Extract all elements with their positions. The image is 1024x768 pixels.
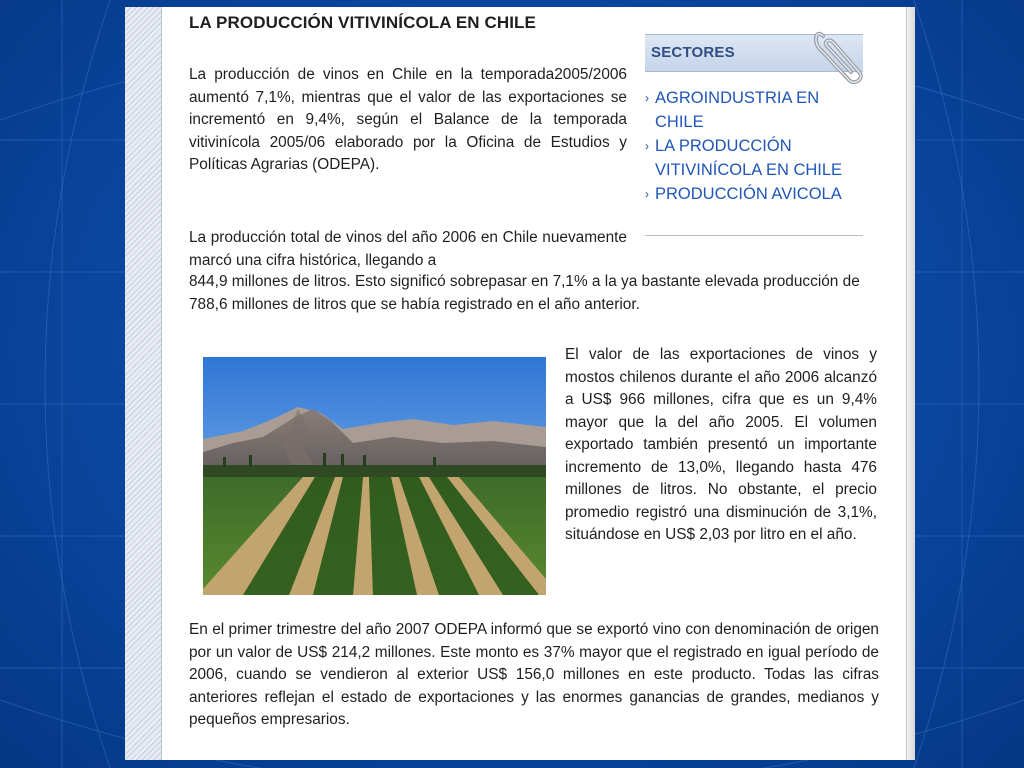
chevron-right-icon: › — [645, 139, 649, 153]
vineyard-photo — [203, 357, 546, 595]
nav-link-label-cont: CHILE — [655, 112, 704, 131]
document-page — [125, 7, 915, 760]
nav-link-produccion-avicola[interactable] — [645, 183, 875, 207]
nav-link-label: LA PRODUCCIÓN — [655, 137, 792, 155]
paragraph-production-start: La producción total de vinos del año 2006 en Chile nuevamente marcó una cifra histórica, llegando a — [189, 229, 627, 269]
nav-link-produccion-vitivinicola[interactable] — [645, 135, 875, 182]
chevron-right-icon: › — [645, 187, 649, 201]
nav-link-label: AGROINDUSTRIA EN — [655, 89, 820, 107]
sectores-header-label: SECTORES — [651, 44, 735, 61]
sectores-divider — [645, 235, 863, 236]
paragraph-production-end: 844,9 millones de litros. Esto significó sobrepasar en 7,1% a la ya bastante elevada producción de 788,6 millones de litros que se había registrado en el año anterior. — [189, 273, 860, 313]
nav-link-label-cont: VITIVINÍCOLA EN CHILE — [655, 160, 843, 179]
sectores-nav — [645, 87, 875, 208]
sectores-header — [645, 34, 863, 72]
paragraph-first-quarter: En el primer trimestre del año 2007 ODEPA informó que se exportó vino con denominación de origen por un valor de US$ 214,2 millones. Este monto es 37% mayor que el registrado en igual período de 2006, cuando se vendieron al exterior US$ 156,0 millones en este producto. Todas las cifras anteriores reflejan el estado de exportaciones y las enormes ganancias de grandes, medianos y pequeños empresarios. — [189, 621, 879, 728]
page-title: LA PRODUCCIÓN VITIVINÍCOLA EN CHILE — [189, 13, 536, 32]
nav-link-agroindustria[interactable] — [645, 87, 875, 134]
page-scroll-edge — [906, 7, 915, 760]
paragraph-exports: El valor de las exportaciones de vinos y mostos chilenos durante el año 2006 alcanzó a US$ 966 millones, cifra que es un 9,4% mayor que la del año 2005. El volumen exportado también presentó un importante incremento de 13,0%, llegando hasta 476 millones de litros. No obstante, el precio promedio registró una disminución de 3,1%, situándose en US$ 2,03 por litro en el año. — [565, 346, 877, 543]
paragraph-intro: La producción de vinos en Chile en la temporada2005/2006 aumentó 7,1%, mientras que el valor de las exportaciones se incrementó en 9,4%, según el Balance de la temporada vitivinícola 2005/06 elaborado por la Oficina de Estudios y Políticas Agrarias (ODEPA). — [189, 66, 627, 173]
paperclip-icon — [811, 26, 867, 90]
left-hatched-margin — [125, 7, 162, 760]
nav-link-label: PRODUCCIÓN AVICOLA — [655, 185, 842, 203]
chevron-right-icon: › — [645, 91, 649, 105]
